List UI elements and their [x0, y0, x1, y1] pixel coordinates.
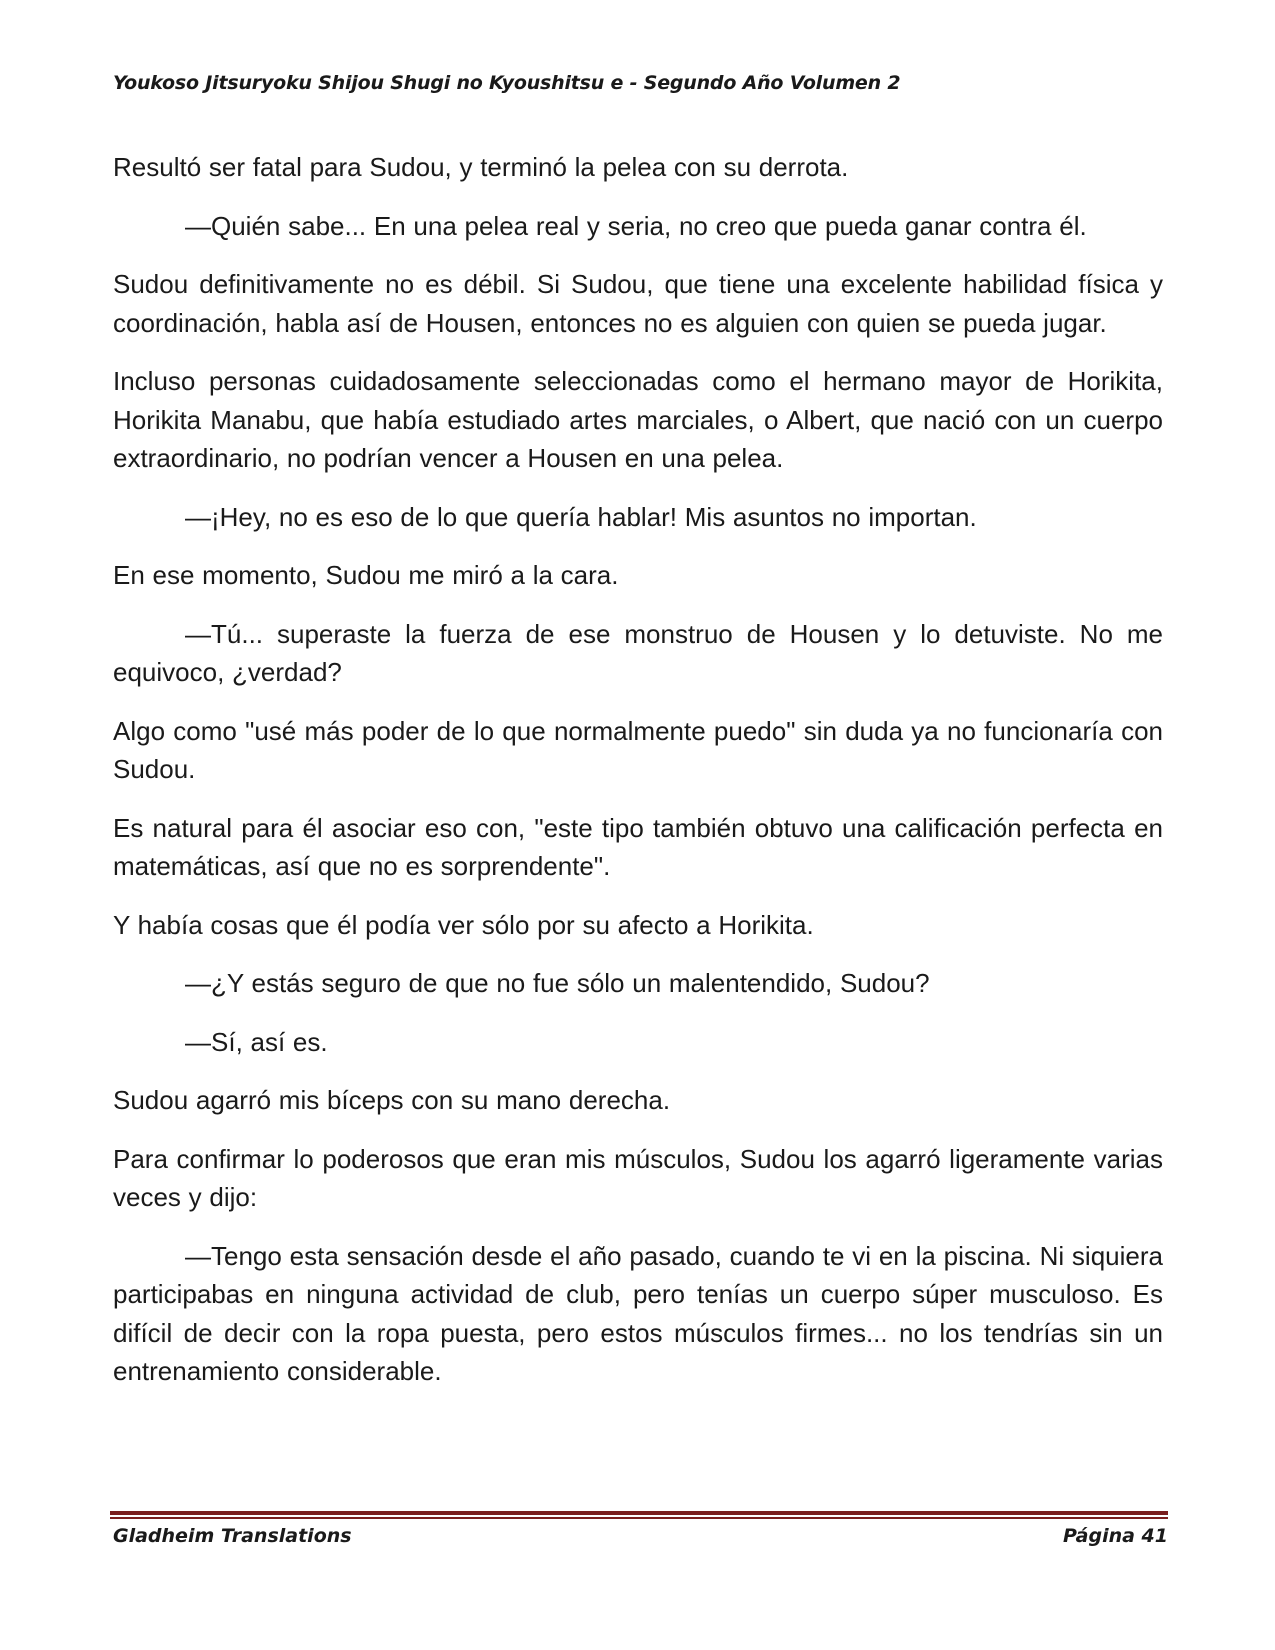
- paragraph: Para confirmar lo poderosos que eran mis músculos, Sudou los agarró ligeramente varias veces y dijo:: [113, 1143, 1163, 1212]
- paragraph: Incluso personas cuidadosamente seleccionadas como el hermano mayor de Horikita, Horikita Manabu, que había estudiado artes marciales, o Albert, que nació con un cuerpo extraordinario, no podrían vencer a Housen en una pelea.: [113, 366, 1163, 473]
- dialogue-paragraph: —Tengo esta sensación desde el año pasado, cuando te vi en la piscina. Ni siquiera participabas en ninguna actividad de club, pero tenías un cuerpo súper musculoso. Es difícil de decir con la ropa puesta, pero estos músculos firmes... no los tendrías sin un entrenamiento considerable.: [113, 1240, 1163, 1386]
- page-body: [113, 148, 1163, 1411]
- footer-page-number: Página 41: [1062, 1525, 1168, 1547]
- footer-divider: [110, 1511, 1168, 1520]
- paragraph: Sudou agarró mis bíceps con su mano derecha.: [113, 1085, 671, 1115]
- paragraph: Es natural para él asociar eso con, "este tipo también obtuvo una calificación perfecta en matemáticas, así que no es sorprendente".: [113, 812, 1163, 881]
- dialogue-paragraph: —Quién sabe... En una pelea real y seria, no creo que pueda ganar contra él.: [185, 210, 1087, 241]
- paragraph: Algo como "usé más poder de lo que normalmente puedo" sin duda ya no funcionaría con Sudou.: [113, 715, 1163, 784]
- paragraph: Sudou definitivamente no es débil. Si Sudou, que tiene una excelente habilidad física y coordinación, habla así de Housen, entonces no es alguien con quien se pueda jugar.: [113, 269, 1163, 338]
- footer-divider-thin: [110, 1517, 1168, 1519]
- footer-translator-credit: Gladheim Translations: [113, 1525, 352, 1547]
- dialogue-paragraph: —¿Y estás seguro de que no fue sólo un malentendido, Sudou?: [185, 968, 930, 998]
- dialogue-paragraph: —Tú... superaste la fuerza de ese monstruo de Housen y lo detuviste. No me equivoco, ¿verdad?: [113, 618, 1163, 687]
- paragraph: Y había cosas que él podía ver sólo por su afecto a Horikita.: [113, 909, 814, 940]
- paragraph: Resultó ser fatal para Sudou, y terminó la pelea con su derrota.: [113, 152, 849, 182]
- paragraph: En ese momento, Sudou me miró a la cara.: [113, 560, 619, 590]
- page-header-title: Youkoso Jitsuryoku Shijou Shugi no Kyoushitsu e - Segundo Año Volumen 2: [113, 72, 901, 94]
- dialogue-paragraph: —¡Hey, no es eso de lo que quería hablar! Mis asuntos no importan.: [185, 501, 977, 532]
- dialogue-paragraph: —Sí, así es.: [185, 1026, 328, 1057]
